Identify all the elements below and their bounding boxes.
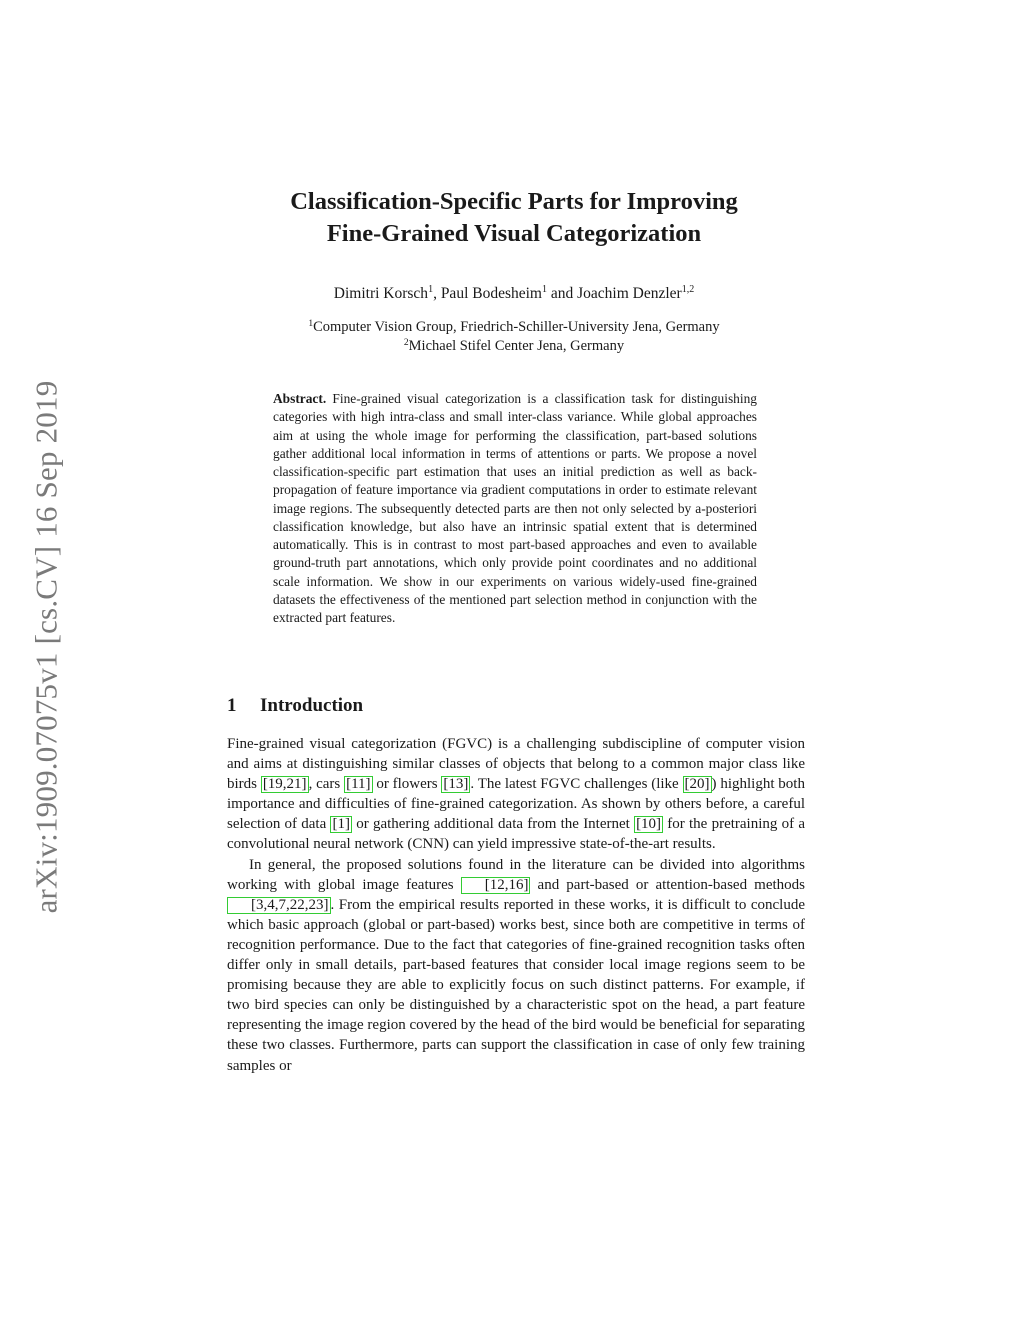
citation-link[interactable]: [1] (332, 816, 350, 833)
author-1-affil: 1 (428, 284, 434, 295)
body-text (227, 734, 805, 1076)
citation-link[interactable]: [20] (684, 776, 710, 793)
citation-link[interactable]: [12,16] (461, 877, 531, 894)
p2-text-2: and part-based or attention-based methods (530, 876, 805, 893)
abstract (273, 390, 757, 627)
citation-link[interactable]: [13] (443, 776, 469, 793)
citation-link[interactable]: [11] (346, 776, 371, 793)
p1-text-3: or flowers (372, 776, 442, 793)
author-list (200, 284, 828, 304)
author-2-affil: 1 (542, 284, 547, 295)
author-2: , Paul Bodesheim (433, 285, 542, 302)
affiliation-1-mark: 1 (308, 319, 314, 329)
p1-text-7: for the pretraining of a convolutional neural network (CNN) can yield impressive state-of-the-art results. (227, 816, 805, 853)
p1-text-6: or gathering additional data from the Internet (351, 816, 635, 833)
affiliation-1-text: Computer Vision Group, Friedrich-Schiller-University Jena, Germany (313, 319, 720, 335)
section-heading (227, 694, 627, 718)
author-1: Dimitri Korsch (333, 285, 429, 302)
section-title: Introduction (260, 695, 364, 716)
arxiv-stamp (26, 352, 66, 942)
affiliations (200, 318, 828, 356)
paragraph-2 (227, 855, 805, 1076)
affiliation-1 (200, 318, 828, 337)
title-line-1: Classification-Specific Parts for Improving (290, 188, 738, 215)
p1-text-2: , cars (308, 776, 345, 793)
affiliation-2 (200, 337, 828, 356)
affiliation-2-text: Michael Stifel Center Jena, Germany (408, 338, 625, 354)
paragraph-1 (227, 734, 805, 855)
p1-text-5: ) highlight both importance and difficulties of fine-grained categorization. As shown by others before, a careful selection of data (227, 776, 805, 833)
abstract-text: Fine-grained visual categorization is a classification task for distinguishing categories with high intra-class and small inter-class variance. While global approaches aim at using the whole image for performing the classification, part-based solutions gather additional local information in terms of attentions or parts. We propose a novel classification-specific part estimation that uses an initial prediction as well as back-propagation of feature importance via gradient computations in order to estimate relevant image regions. The subsequently detected parts are then not only selected by a-posteriori classification knowledge, but also have an intrinsic spatial extent that is determined automatically. This is in contrast to most part-based approaches and even to available ground-truth part annotations, which only provide point coordinates and no additional scale information. We show in our experiments on various widely-used fine-grained datasets the effectiveness of the mentioned part selection method in conjunction with the extracted part features. (273, 391, 757, 625)
p1-text-1: Fine-grained visual categorization (FGVC) is a challenging subdiscipline of computer vision and aims at distinguishing similar classes of objects that belong to a common major class like birds (227, 736, 805, 793)
p2-text-1: In general, the proposed solutions found in the literature can be divided into algorithms working with global image features (227, 856, 805, 893)
paper-title (200, 186, 828, 250)
citation-link[interactable]: [19,21] (262, 776, 307, 793)
author-3-affil: 1,2 (681, 284, 695, 295)
affiliation-2-mark: 2 (403, 338, 409, 348)
abstract-label: Abstract. (273, 391, 327, 406)
title-line-2: Fine-Grained Visual Categorization (326, 220, 702, 247)
p2-text-3: . From the empirical results reported in these works, it is difficult to conclude which basic approach (global or part-based) works best, since both are competitive in terms of recognition performance. Due to the fact that categories of fine-grained recognition tasks often differ only in small details, part-based features that consider local image regions seem to be promising because they are able to explicitly focus on such distinct patterns. For example, if two bird species can only be distinguished by a characteristic spot on the head, a part feature representing the image region covered by the head of the bird would be beneficial for separating these two classes. Furthermore, parts can support the classification in case of only few training samples or (227, 896, 805, 1074)
p1-text-4: . The latest FGVC challenges (like (470, 776, 683, 793)
citation-link[interactable]: [10] (636, 816, 662, 833)
section-number: 1 (227, 695, 237, 716)
author-3: and Joachim Denzler (547, 285, 682, 302)
citation-link[interactable]: [3,4,7,22,23] (227, 897, 331, 914)
arxiv-stamp-text: arXiv:1909.07075v1 [cs.CV] 16 Sep 2019 (28, 380, 63, 914)
